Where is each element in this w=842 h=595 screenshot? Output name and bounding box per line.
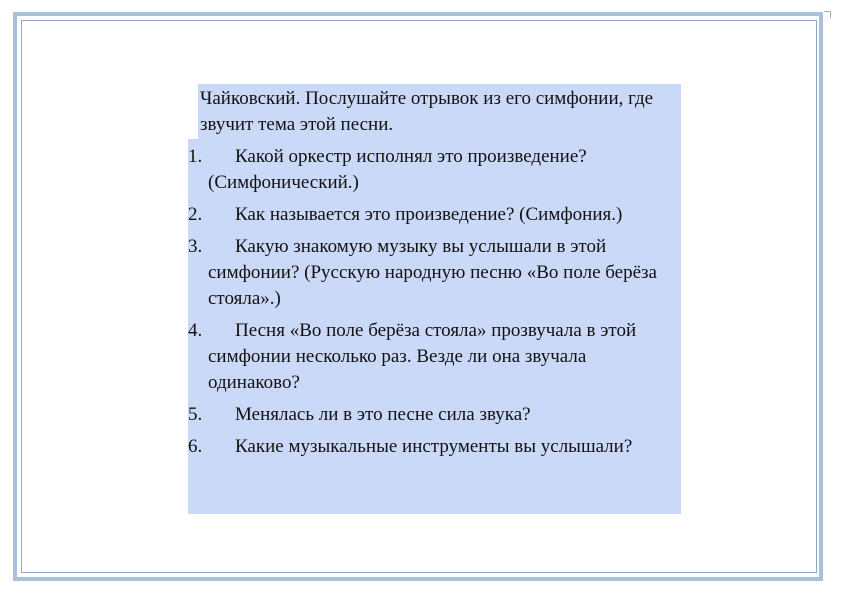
intro-text: Чайковский. Послушайте отрывок из его симфонии, где звучит тема этой песни.	[200, 88, 654, 135]
list-item	[188, 434, 668, 460]
list-item	[188, 402, 668, 428]
question-number: 6.	[188, 436, 203, 457]
question-number: 1.	[188, 146, 203, 167]
question-text: Какой оркестр исполнял это произведение? (Симфонический.)	[208, 146, 587, 193]
question-text: Песня «Во поле берёза стояла» прозвучала в этой симфонии несколько раз. Везде ли она звучала одинаково?	[208, 320, 637, 393]
question-number: 4.	[188, 320, 203, 341]
list-item	[188, 234, 668, 312]
question-number: 2.	[188, 204, 203, 225]
question-text: Менялась ли в это песне сила звука?	[235, 404, 531, 425]
question-list	[188, 144, 668, 466]
question-number: 3.	[188, 236, 203, 257]
question-text: Какую знакомую музыку вы услышали в этой симфонии? (Русскую народную песню «Во поле берёза стояла».)	[208, 236, 657, 309]
question-text: Какие музыкальные инструменты вы услышали?	[235, 436, 633, 457]
question-text: Как называется это произведение? (Симфония.)	[235, 204, 623, 225]
corner-mark	[824, 11, 831, 18]
text-block	[188, 84, 681, 514]
list-item	[188, 144, 668, 196]
list-item	[188, 318, 668, 396]
question-number: 5.	[188, 404, 203, 425]
list-item	[188, 202, 668, 228]
